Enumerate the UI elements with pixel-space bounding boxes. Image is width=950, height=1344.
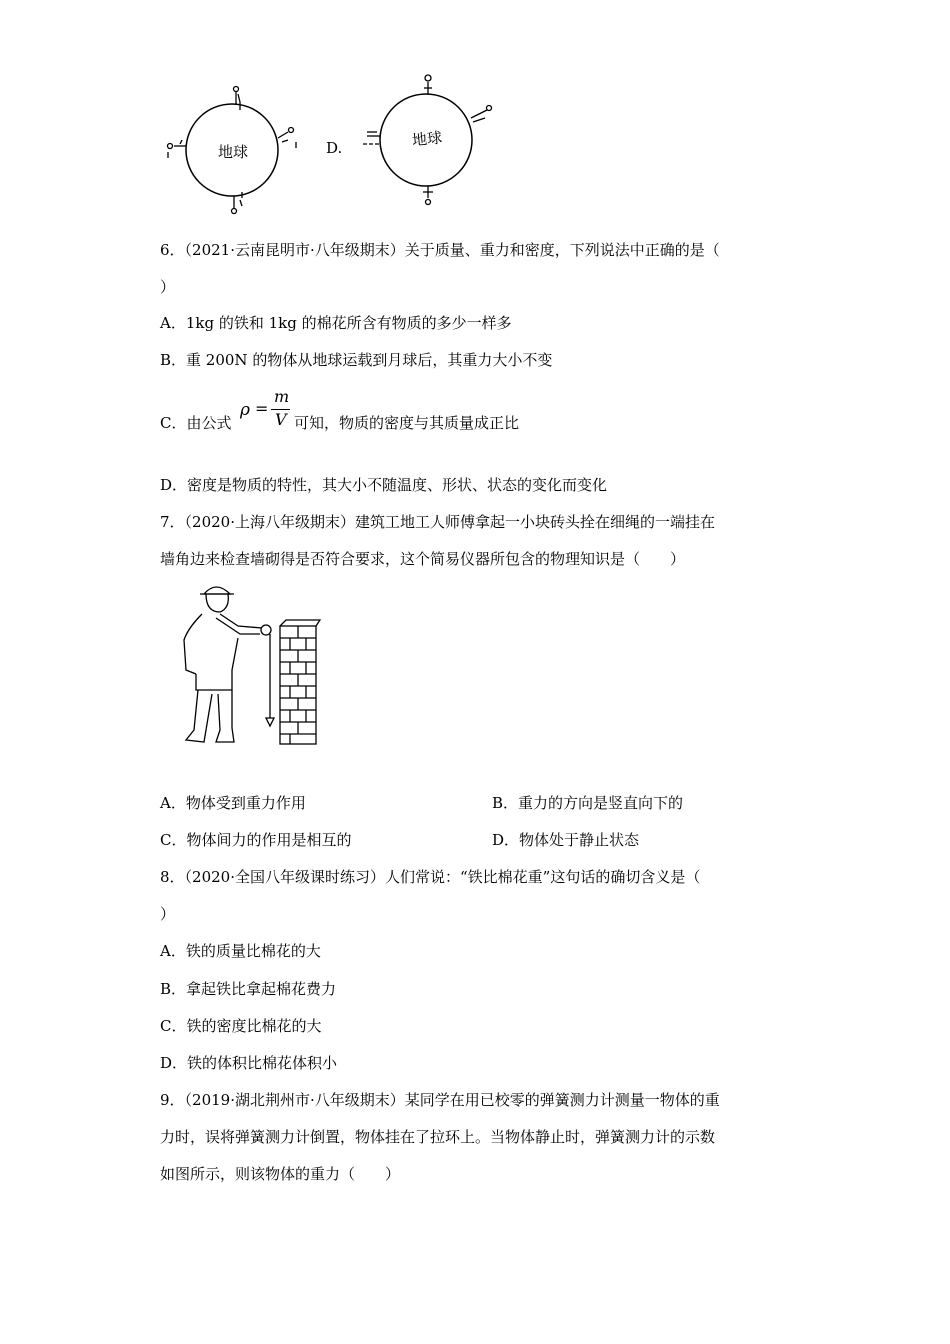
q6-option-c-suffix: 可知，物质的密度与其质量成正比 <box>294 414 520 432</box>
density-formula <box>240 387 290 430</box>
formula-denominator: V <box>275 410 287 429</box>
option-d-label: D. <box>326 139 343 157</box>
q9-stem-line1: 9．（2019·湖北荆州市·八年级期末）某同学在用已校零的弹簧测力计测量一物体的重 <box>160 1091 720 1109</box>
q8-stem: 8．（2020·全国八年级课时练习）人们常说：“铁比棉花重”这句话的确切含义是（ <box>160 868 701 886</box>
earth-label-d: 地球 <box>411 128 443 150</box>
q8-stem-cont: ） <box>160 905 176 923</box>
formula-rho: ρ <box>240 400 250 420</box>
formula-numerator: m <box>274 387 290 406</box>
q6-stem-cont: ） <box>160 278 176 296</box>
q6-option-b: B．重 200N 的物体从地球运载到月球后，其重力大小不变 <box>160 351 553 369</box>
q6-option-d: D．密度是物质的特性，其大小不随温度、形状、状态的变化而变化 <box>160 476 608 494</box>
q6-option-a: A．1kg 的铁和 1kg 的棉花所含有物质的多少一样多 <box>160 314 512 332</box>
q8-option-d: D．铁的体积比棉花体积小 <box>160 1054 338 1072</box>
q7-stem-line2: 墙角边来检查墙砌得是否符合要求，这个简易仪器所包含的物理知识是（ ） <box>160 550 686 568</box>
q6-stem: 6．（2021·云南昆明市·八年级期末）关于质量、重力和密度，下列说法中正确的是（ <box>160 241 720 259</box>
q7-option-b: B．重力的方向是竖直向下的 <box>492 794 684 812</box>
q7-option-c: C．物体间力的作用是相互的 <box>160 831 352 849</box>
q7-option-a: A．物体受到重力作用 <box>160 794 306 812</box>
earth-label-c: 地球 <box>218 143 249 161</box>
worker-wall-figure <box>176 578 321 750</box>
q7-stem-line1: 7．（2020·上海八年级期末）建筑工地工人师傅拿起一小块砖头拴在细绳的一端挂在 <box>160 513 715 531</box>
q9-stem-line3: 如图所示，则该物体的重力（ ） <box>160 1165 401 1183</box>
q8-option-c: C．铁的密度比棉花的大 <box>160 1017 322 1035</box>
q6-option-c-prefix: C．由公式 <box>160 414 232 432</box>
q9-stem-line2: 力时，误将弹簧测力计倒置，物体挂在了拉环上。当物体静止时，弹簧测力计的示数 <box>160 1128 716 1146</box>
q8-option-a: A．铁的质量比棉花的大 <box>160 942 321 960</box>
formula-equals: = <box>255 399 269 418</box>
q8-option-b: B．拿起铁比拿起棉花费力 <box>160 980 337 998</box>
q7-option-d: D．物体处于静止状态 <box>492 831 640 849</box>
